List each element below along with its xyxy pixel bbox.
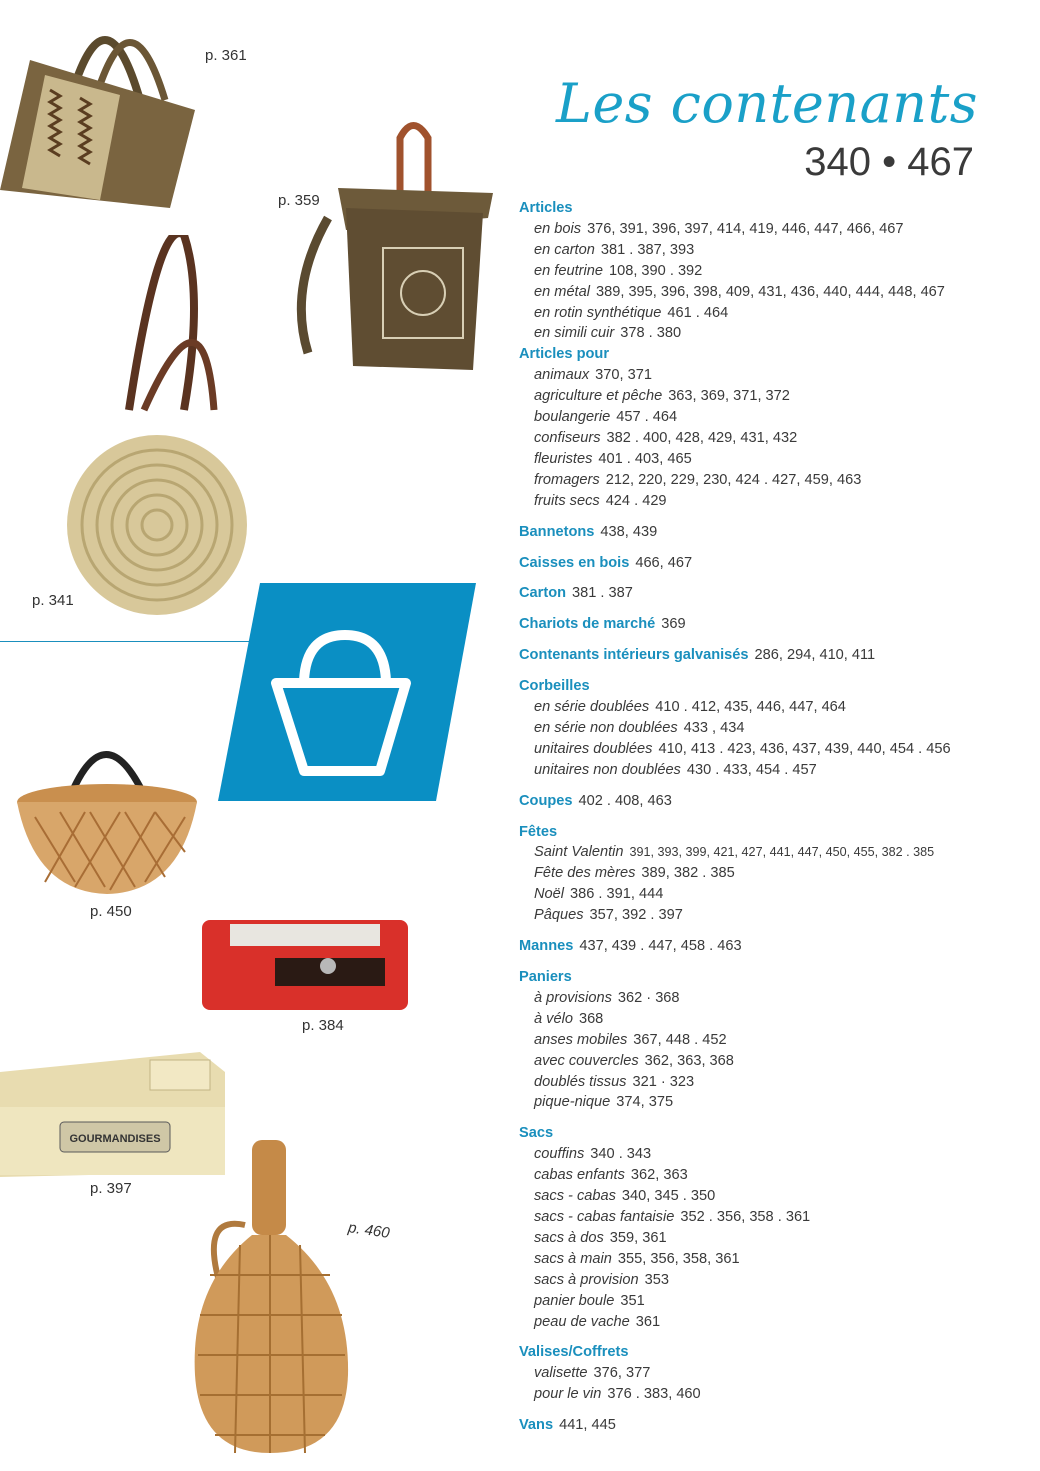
index-subitem (519, 1009, 1019, 1030)
subitem-name: pour le vin (534, 1386, 602, 1403)
category-pages: 441, 445 (559, 1417, 616, 1434)
index-category (519, 1342, 1019, 1363)
subitem-pages: 108, 390 . 392 (608, 262, 703, 279)
crate-label: GOURMANDISES (69, 1133, 161, 1145)
subitem-name: Noël (534, 886, 565, 903)
subitem-name: anses mobiles (534, 1031, 628, 1048)
category-label: Caisses en bois (519, 554, 630, 571)
subitem-pages: 376, 391, 396, 397, 414, 419, 446, 447, 466, 467 (587, 220, 904, 237)
index-subitem (519, 842, 1019, 863)
subitem-pages: 363, 369, 371, 372 (668, 388, 790, 405)
wicker-demijohn-image (190, 1135, 352, 1457)
index-subitem (519, 386, 1019, 407)
index-category (519, 645, 1019, 666)
subitem-name: unitaires non doublées (534, 761, 681, 778)
subitem-pages: 359, 361 (609, 1229, 667, 1246)
index-subitem (519, 697, 1019, 718)
subitem-pages: 352 . 356, 358 . 361 (680, 1208, 811, 1225)
subitem-pages: 424 . 429 (605, 492, 667, 509)
index-subitem (519, 1228, 1019, 1249)
subitem-name: Saint Valentin (534, 844, 624, 861)
subitem-pages: 376, 377 (593, 1365, 651, 1382)
subitem-pages: 212, 220, 229, 230, 424 . 427, 459, 463 (605, 471, 862, 488)
subitem-name: sacs à dos (534, 1229, 604, 1246)
index-subitem (519, 261, 1019, 282)
index-subitem (519, 470, 1019, 491)
index-list (519, 198, 1019, 1436)
subitem-pages: 357, 392 . 397 (589, 907, 683, 924)
subitem-pages: 362, 363, 368 (644, 1052, 734, 1069)
subitem-name: Pâques (534, 907, 584, 924)
subitem-name: sacs - cabas fantaisie (534, 1208, 675, 1225)
index-subitem (519, 1051, 1019, 1072)
index-subitem (519, 1384, 1019, 1405)
index-subitem (519, 1207, 1019, 1228)
index-subitem (519, 1291, 1019, 1312)
tote-bag-image (0, 0, 200, 210)
subitem-pages: 461 . 464 (667, 304, 729, 321)
index-subitem (519, 407, 1019, 428)
subitem-pages: 370, 371 (595, 367, 652, 384)
subitem-pages: 362, 363 (630, 1167, 688, 1184)
woven-basket-image (15, 722, 197, 897)
subitem-pages: 367, 448 . 452 (633, 1031, 727, 1048)
category-label: Mannes (519, 938, 574, 955)
category-label: Contenants intérieurs galvanisés (519, 647, 749, 664)
index-subitem (519, 365, 1019, 386)
index-subitem (519, 1270, 1019, 1291)
subitem-pages: 340, 345 . 350 (621, 1188, 716, 1205)
index-category (519, 522, 1019, 543)
category-pages: 381 . 387 (572, 585, 633, 602)
index-subitem (519, 303, 1019, 324)
subitem-name: confiseurs (534, 429, 601, 446)
index-subitem (519, 1092, 1019, 1113)
subitem-pages: 351 (620, 1292, 645, 1309)
caption-p361: p. 361 (205, 47, 247, 64)
page-range: 340 • 467 (804, 140, 974, 184)
subitem-pages: 374, 375 (616, 1094, 674, 1111)
index-category (519, 791, 1019, 812)
subitem-pages: 382 . 400, 428, 429, 431, 432 (606, 429, 798, 446)
index-category (519, 822, 1019, 843)
subitem-name: en feutrine (534, 262, 603, 279)
subitem-name: fromagers (534, 471, 600, 488)
subitem-pages: 410, 413 . 423, 436, 437, 439, 440, 454 . 456 (658, 740, 951, 757)
subitem-name: en série doublées (534, 699, 650, 716)
index-subitem (519, 1363, 1019, 1384)
category-label: Fêtes (519, 823, 558, 840)
subitem-pages: 389, 395, 396, 398, 409, 431, 436, 440, 444, 448, 467 (595, 283, 945, 300)
subitem-pages: 376 . 383, 460 (607, 1386, 701, 1403)
subitem-pages: 321 · 323 (632, 1073, 695, 1090)
subitem-pages: 433 , 434 (683, 719, 745, 736)
index-subitem (519, 282, 1019, 303)
caption-p359: p. 359 (278, 192, 320, 209)
index-subitem (519, 884, 1019, 905)
subitem-pages: 378 . 380 (620, 325, 682, 342)
index-subitem (519, 1072, 1019, 1093)
subitem-pages: 362 · 368 (617, 989, 680, 1006)
subitem-name: sacs à provision (534, 1271, 639, 1288)
category-label: Articles (519, 200, 573, 216)
subitem-name: panier boule (534, 1292, 615, 1309)
category-pages: 286, 294, 410, 411 (754, 647, 876, 664)
category-label: Chariots de marché (519, 616, 656, 633)
category-label: Corbeilles (519, 678, 590, 695)
subitem-pages: 340 . 343 (590, 1146, 652, 1163)
category-pages: 437, 439 . 447, 458 . 463 (579, 938, 742, 955)
subitem-name: cabas enfants (534, 1167, 625, 1184)
index-category (519, 936, 1019, 957)
subitem-name: doublés tissus (534, 1073, 627, 1090)
red-suitcase-image (200, 918, 410, 1013)
index-subitem (519, 428, 1019, 449)
category-pages: 402 . 408, 463 (578, 792, 672, 809)
index-subitem (519, 760, 1019, 781)
subitem-pages: 391, 393, 399, 421, 427, 441, 447, 450, 455, 382 . 385 (629, 845, 935, 860)
category-label: Coupes (519, 792, 573, 809)
category-label: Paniers (519, 969, 572, 985)
index-subitem (519, 718, 1019, 739)
index-category (519, 344, 1019, 365)
index-subitem (519, 863, 1019, 884)
subitem-name: en carton (534, 241, 595, 258)
index-subitem (519, 491, 1019, 512)
caption-p341: p. 341 (32, 592, 74, 609)
subitem-name: couffins (534, 1146, 585, 1163)
subitem-name: animaux (534, 367, 590, 384)
subitem-name: peau de vache (534, 1313, 630, 1330)
subitem-pages: 410 . 412, 435, 446, 447, 464 (655, 699, 846, 716)
index-subitem (519, 988, 1019, 1009)
backpack-image (288, 118, 500, 373)
index-subitem (519, 449, 1019, 470)
subitem-pages: 353 (644, 1271, 669, 1288)
index-subitem (519, 1165, 1019, 1186)
index-subitem (519, 739, 1019, 760)
subitem-name: valisette (534, 1365, 588, 1382)
index-category (519, 676, 1019, 697)
subitem-name: sacs à main (534, 1250, 612, 1267)
category-label: Valises/Coffrets (519, 1344, 629, 1361)
subitem-pages: 361 (635, 1313, 661, 1330)
subitem-pages: 368 (578, 1010, 604, 1027)
caption-p384: p. 384 (302, 1017, 344, 1034)
subitem-pages: 401 . 403, 465 (598, 450, 692, 467)
category-label: Carton (519, 585, 567, 602)
subitem-name: en métal (534, 283, 590, 300)
index-category (519, 1415, 1019, 1436)
subitem-pages: 389, 382 . 385 (641, 865, 735, 882)
subitem-name: en rotin synthétique (534, 304, 662, 321)
subitem-name: avec couvercles (534, 1052, 639, 1069)
index-category (519, 553, 1019, 574)
index-subitem (519, 1030, 1019, 1051)
category-pages: 466, 467 (635, 554, 693, 571)
index-subitem (519, 1186, 1019, 1207)
subitem-pages: 386 . 391, 444 (570, 886, 664, 903)
page-title: Les contenants (555, 72, 978, 135)
subitem-pages: 430 . 433, 454 . 457 (686, 761, 817, 778)
index-category (519, 1123, 1019, 1144)
round-straw-bag-image (64, 235, 250, 625)
subitem-name: en simili cuir (534, 325, 615, 342)
index-subitem (519, 905, 1019, 926)
category-pages: 369 (661, 616, 686, 633)
subitem-name: en série non doublées (534, 719, 678, 736)
index-category (519, 583, 1019, 604)
subitem-pages: 381 . 387, 393 (600, 241, 695, 258)
index-subitem (519, 1312, 1019, 1333)
caption-p460: p. 460 (347, 1219, 391, 1242)
index-subitem (519, 240, 1019, 261)
subitem-name: sacs - cabas (534, 1188, 616, 1205)
category-label: Sacs (519, 1125, 554, 1142)
subitem-name: à vélo (534, 1010, 573, 1027)
category-label: Bannetons (519, 523, 595, 540)
caption-p397: p. 397 (90, 1180, 132, 1197)
category-pages: 438, 439 (600, 523, 658, 540)
category-label: Vans (519, 1417, 554, 1434)
index-subitem (519, 219, 1019, 240)
section-badge (218, 583, 478, 803)
subitem-name: pique-nique (534, 1094, 611, 1111)
index-category (519, 198, 1019, 219)
subitem-name: en bois (534, 220, 582, 237)
subitem-name: unitaires doublées (534, 740, 653, 757)
index-category (519, 614, 1019, 635)
category-label: Articles pour (519, 346, 610, 363)
subitem-name: boulangerie (534, 409, 611, 426)
subitem-pages: 355, 356, 358, 361 (617, 1250, 740, 1267)
subitem-name: fleuristes (534, 450, 593, 467)
subitem-pages: 457 . 464 (616, 409, 678, 426)
index-category (519, 967, 1019, 988)
subitem-name: à provisions (534, 989, 612, 1006)
index-subitem (519, 1144, 1019, 1165)
subitem-name: Fête des mères (534, 865, 636, 882)
index-subitem (519, 323, 1019, 344)
subitem-name: fruits secs (534, 492, 600, 509)
index-subitem (519, 1249, 1019, 1270)
caption-p450: p. 450 (90, 903, 132, 920)
subitem-name: agriculture et pêche (534, 388, 663, 405)
